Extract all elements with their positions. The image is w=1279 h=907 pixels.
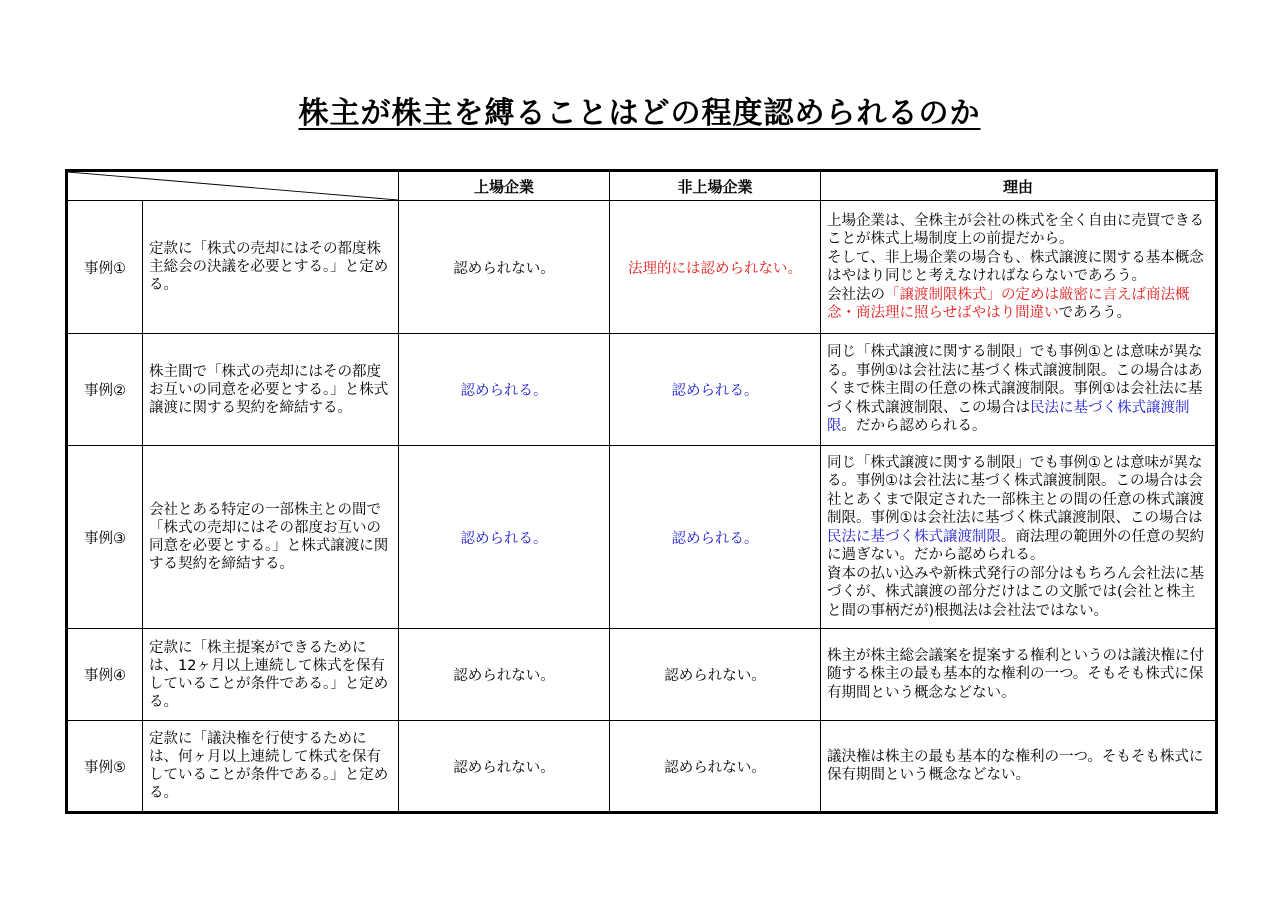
table-row: [67, 721, 1217, 813]
reason-cell: 株主が株主総会議案を提案する権利というのは議決権に付随する株主の最も基本的な権利の一つ。そもそも株式に保有期間という概念などない。: [821, 629, 1217, 721]
reason-text: 同じ「株式譲渡に関する制限」でも事例①とは意味が異なる。事例①は会社法に基づく株式譲渡制限。この場合は会社とあくまで限定された一部株主との間の任意の株式譲渡制限。事例①は会社法に基づく株式譲渡制限、この場合は: [827, 454, 1204, 527]
listed-verdict: 認められない。: [399, 721, 610, 813]
reason-text: であろう。: [1058, 305, 1132, 321]
table-row: [67, 629, 1217, 721]
case-description: 株主間で「株式の売却にはその都度お互いの同意を必要とする。」と株式譲渡に関する契約を締結する。: [143, 334, 399, 446]
case-description: 会社とある特定の一部株主との間で「株式の売却にはその都度お互いの同意を必要とする。」と株式譲渡に関する契約を締結する。: [143, 446, 399, 629]
unlisted-verdict: 法理的には認められない。: [610, 201, 821, 334]
unlisted-verdict: 認められる。: [610, 446, 821, 629]
table-row: [67, 334, 1217, 446]
corner-cell: [67, 171, 399, 201]
title-text: 株主が株主を縛ることはどの程度認められるのか: [298, 96, 981, 131]
page-title: [0, 88, 1279, 132]
case-label: 事例④: [67, 629, 143, 721]
corner-diagonal-line: [68, 172, 398, 200]
unlisted-verdict: 認められない。: [610, 721, 821, 813]
reason-text: 。だから認められる。: [841, 418, 987, 435]
case-description: 定款に「議決権を行使するためには、何ヶ月以上連続して株式を保有していることが条件である。」と定める。: [143, 721, 399, 813]
reason-cell: [821, 446, 1217, 629]
reason-text: 会社法の: [827, 286, 885, 303]
case-label: 事例⑤: [67, 721, 143, 813]
header-row: [67, 171, 1217, 201]
reason-text: 上場企業は、全株主が会社の株式を全く自由に売買できることが株式上場制度上の前提だから。: [827, 212, 1204, 247]
table-row: [67, 201, 1217, 334]
header-listed: 上場企業: [399, 171, 610, 201]
listed-verdict: 認められない。: [399, 629, 610, 721]
reason-text: 同じ「株式譲渡に関する制限」でも事例①とは意味が異なる。事例①は会社法に基づく株式譲渡制限。この場合はあくまで株主間の任意の株式譲渡制限。事例①は会社法に基づく株式譲渡制限、この場合は: [827, 344, 1203, 416]
case-description: 定款に「株式の売却にはその都度株主総会の決議を必要とする。」と定める。: [143, 201, 399, 334]
reason-cell: [821, 201, 1217, 334]
unlisted-verdict: 認められない。: [610, 629, 821, 721]
reason-highlight: 民法に基づく株式譲渡制限: [827, 528, 1001, 545]
reason-text: 資本の払い込みや新株式発行の部分はもちろん会社法に基づくが、株式譲渡の部分だけはこの文脈では(会社と株主と間の事柄だが)根拠法は会社法ではない。: [827, 565, 1204, 619]
reason-highlight: 「譲渡制限株式」の定めは厳密に言えば商法概念・商法理に照らせばやはり間違い: [827, 286, 1190, 321]
comparison-table: [65, 169, 1218, 814]
unlisted-verdict: 認められる。: [610, 334, 821, 446]
listed-verdict: 認められない。: [399, 201, 610, 334]
table-row: [67, 446, 1217, 629]
header-unlisted: 非上場企業: [610, 171, 821, 201]
listed-verdict: 認められる。: [399, 334, 610, 446]
case-label: 事例③: [67, 446, 143, 629]
reason-text: 。商法理の範囲外の任意の契約に過ぎない。だから認められる。: [827, 528, 1204, 564]
listed-verdict: 認められる。: [399, 446, 610, 629]
reason-cell: 議決権は株主の最も基本的な権利の一つ。そもそも株式に保有期間という概念などない。: [821, 721, 1217, 813]
reason-text: そして、非上場企業の場合も、株式譲渡に関する基本概念はやはり同じと考えなければならないであろう。: [827, 249, 1204, 284]
reason-cell: [821, 334, 1217, 446]
case-description: 定款に「株主提案ができるためには、12ヶ月以上連続して株式を保有していることが条件である。」と定める。: [143, 629, 399, 721]
reason-highlight: 民法に基づく株式譲渡制限: [827, 399, 1190, 435]
case-label: 事例①: [67, 201, 143, 334]
header-reason: 理由: [821, 171, 1217, 201]
case-label: 事例②: [67, 334, 143, 446]
